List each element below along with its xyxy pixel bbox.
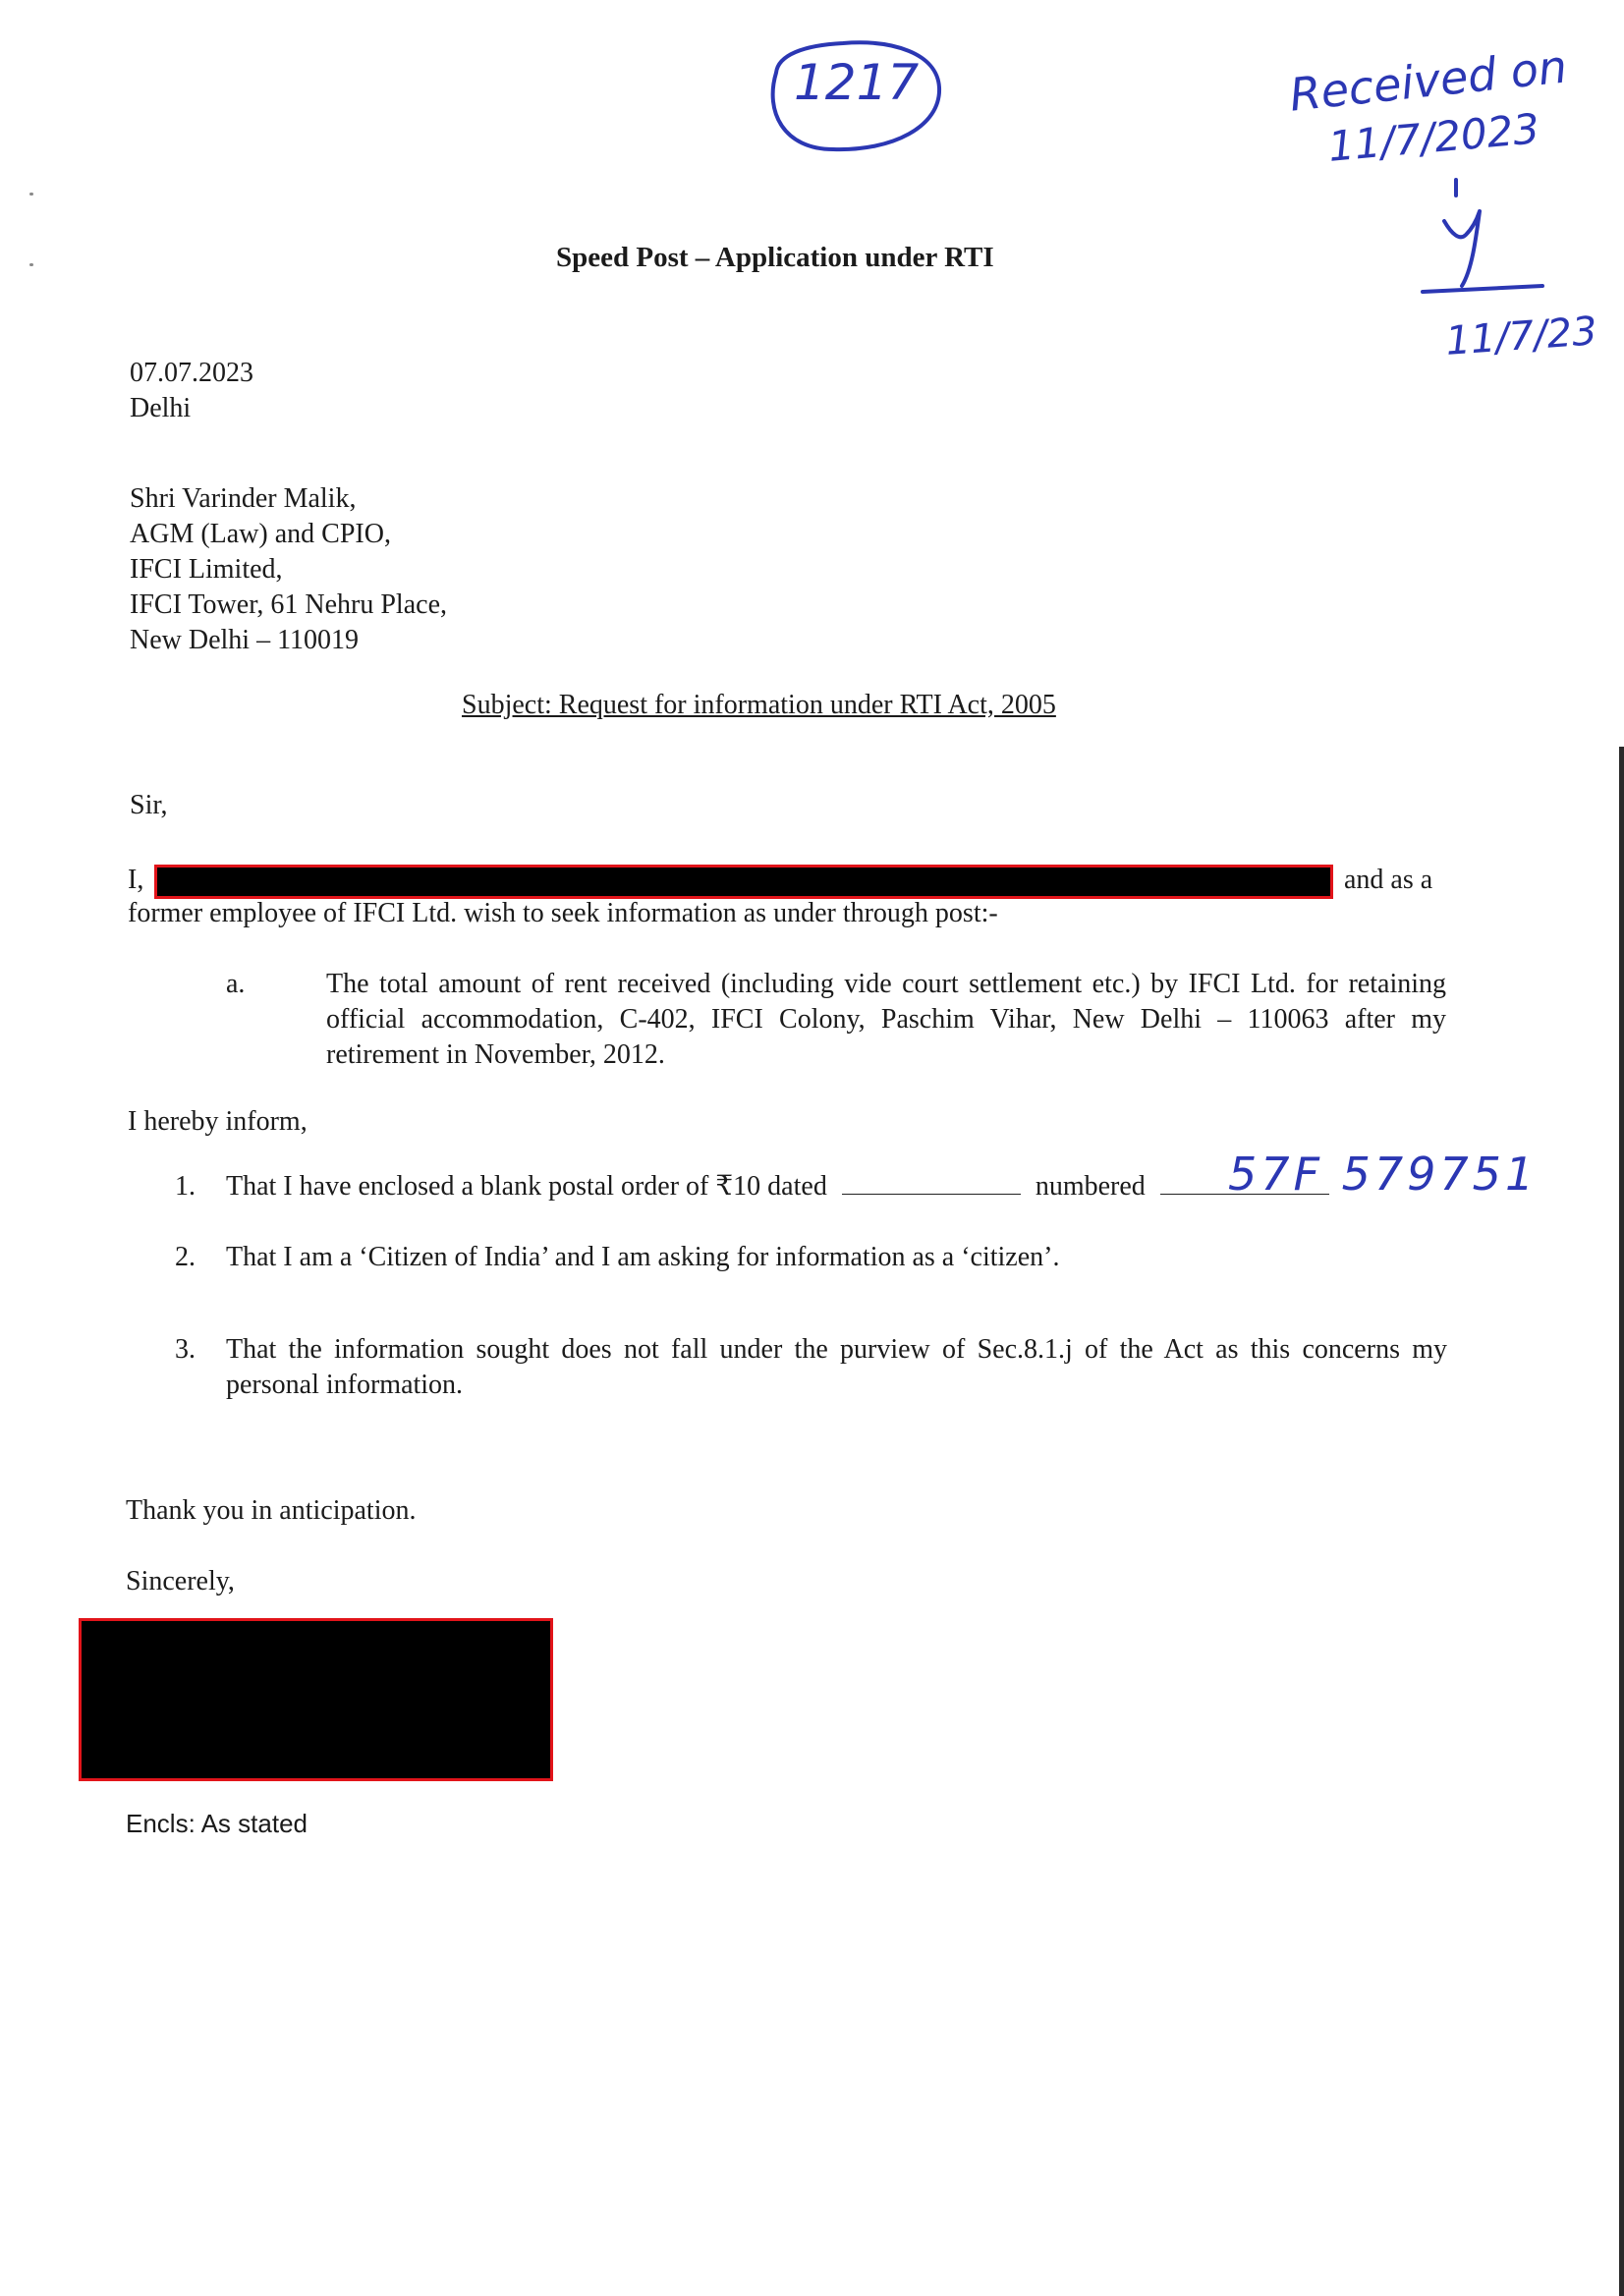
point-1-text	[226, 1169, 1329, 1204]
inform-line: I hereby inform,	[128, 1106, 308, 1137]
point-2-text: That I am a ‘Citizen of India’ and I am asking for information as a ‘citizen’.	[226, 1242, 1060, 1272]
stamp-number: 1217	[794, 54, 920, 111]
point-number: 2.	[175, 1242, 196, 1272]
point-1-text-a: That I have enclosed a blank postal order of ₹10 dated	[226, 1171, 827, 1202]
signoff: Sincerely,	[126, 1566, 235, 1596]
received-sign-date: 11/7/23	[1444, 308, 1599, 364]
scan-speck	[29, 263, 33, 266]
received-date: 11/7/2023	[1326, 104, 1541, 171]
point-number: 1.	[175, 1171, 196, 1202]
address-line: IFCI Tower, 61 Nehru Place,	[130, 589, 447, 620]
request-item-text: The total amount of rent received (including vide court settlement etc.) by IFCI Ltd. for retaining official accommodation, C-402, IFCI Colony, Paschim Vihar, New Delhi – 110063 after my retirement in November, 2012.	[326, 969, 1446, 1070]
letter-place: Delhi	[130, 393, 192, 423]
letter-heading: Speed Post – Application under RTI	[556, 242, 994, 273]
point-number: 3.	[175, 1334, 196, 1365]
scan-edge	[1619, 747, 1624, 2296]
intro-end: and as a	[1344, 865, 1433, 895]
request-item-label: a.	[226, 969, 246, 999]
point-1-text-b: numbered	[1035, 1171, 1146, 1202]
enclosure-note: Encls: As stated	[126, 1809, 308, 1838]
scan-speck	[29, 193, 33, 196]
recipient-address	[130, 481, 447, 658]
letter-date: 07.07.2023	[130, 358, 253, 388]
subject-line: Subject: Request for information under RTI Act, 2005	[462, 690, 1056, 720]
point-3-text: That the information sought does not fall under the purview of Sec.8.1.j of the Act as this concerns my personal information.	[226, 1334, 1447, 1400]
date-blank	[842, 1194, 1021, 1195]
received-label: Received on	[1287, 39, 1570, 122]
address-line: New Delhi – 110019	[130, 625, 360, 655]
intro-start: I,	[128, 865, 144, 895]
received-signature	[1405, 172, 1552, 309]
closing-line: Thank you in anticipation.	[126, 1495, 417, 1526]
intro-line-2: former employee of IFCI Ltd. wish to seek information as under through post:-	[128, 898, 998, 928]
address-line: Shri Varinder Malik,	[130, 483, 357, 514]
redacted-signature	[79, 1618, 553, 1781]
postal-order-number: 57F 579751	[1228, 1148, 1539, 1201]
salutation: Sir,	[130, 790, 168, 820]
address-line: IFCI Limited,	[130, 554, 283, 585]
redacted-name	[154, 865, 1333, 899]
address-line: AGM (Law) and CPIO,	[130, 519, 391, 549]
